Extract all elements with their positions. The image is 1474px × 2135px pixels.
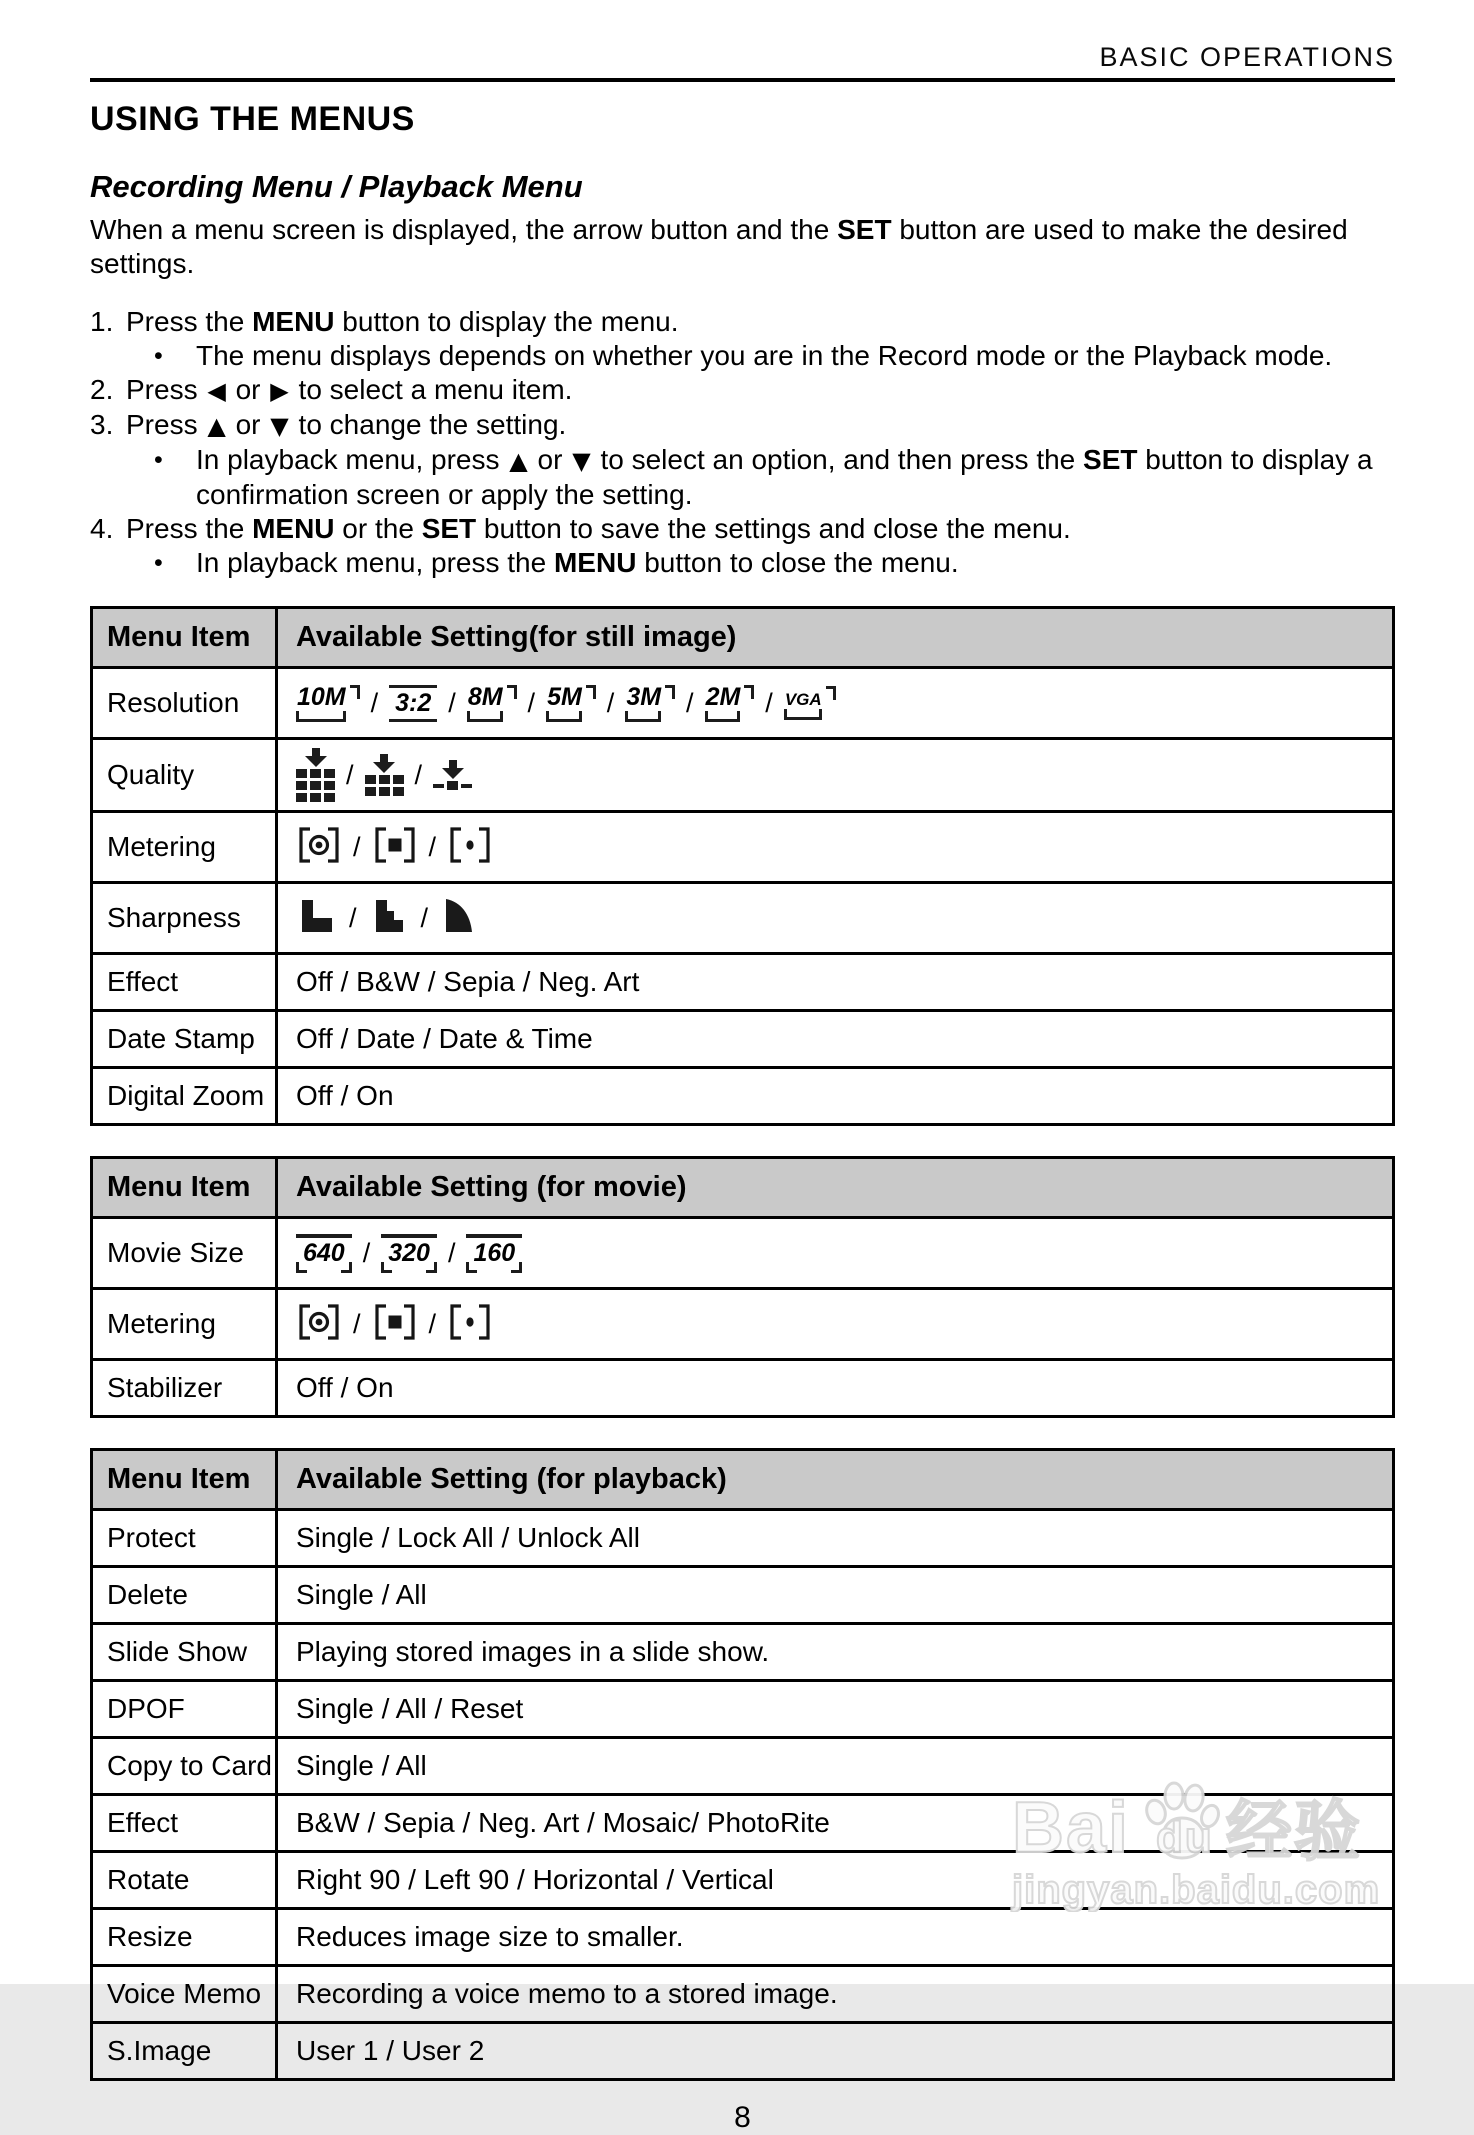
menu-item-cell: Effect [92, 954, 277, 1011]
button-name-bold: SET [421, 513, 477, 544]
economy-quality-icon [433, 760, 472, 790]
steps-list [90, 305, 1395, 580]
quality-block-row [296, 769, 335, 778]
setting-cell: Off / Date / Date & Time [277, 1011, 1394, 1068]
block-square [310, 781, 321, 790]
up-arrow-icon: ▲ [207, 412, 226, 440]
bullet-text: The menu displays depends on whether you are in the Record mode or the Playback mode. [196, 340, 1333, 371]
available-setting-header: Available Setting(for still image) [277, 608, 1394, 668]
down-arrow-icon [373, 754, 395, 773]
setting-cell: Single / Lock All / Unlock All [277, 1510, 1394, 1567]
playback-settings-table [90, 1448, 1395, 2081]
setting-icons-cell [277, 883, 1394, 954]
block-dash [461, 784, 472, 788]
arrow-tip [305, 756, 327, 767]
quality-block-row [365, 775, 404, 784]
separator-slash: / [765, 687, 773, 718]
separator-slash: / [686, 687, 694, 718]
resolution-5M-icon [546, 682, 596, 722]
movie-size-icon-row [296, 1227, 1392, 1279]
resolution-3M-icon [625, 682, 675, 722]
resolution-10M-icon [296, 682, 360, 722]
block-square [296, 769, 307, 778]
resolution-icon-row [296, 677, 1392, 729]
hard-sharpness-icon [296, 897, 338, 940]
block-square [324, 781, 335, 790]
resolution-label: 3:2 [389, 685, 437, 722]
metering-icon-row [296, 1298, 1392, 1350]
separator-slash: / [448, 687, 456, 718]
step-item-3 [90, 408, 1395, 443]
separator-slash: / [353, 1308, 361, 1339]
separator-slash: / [349, 902, 357, 933]
table-row [92, 1966, 1394, 2023]
menu-item-cell: Sharpness [92, 883, 277, 954]
arrow-tip [373, 762, 395, 773]
down-arrow-icon: ▼ [270, 412, 289, 440]
header-row [92, 1158, 1394, 1218]
menu-item-cell: Stabilizer [92, 1360, 277, 1417]
step-text: Press the MENU or the SET button to save the settings and close the menu. [126, 513, 1071, 544]
table-body [92, 668, 1394, 1125]
step-number: 3. [90, 409, 114, 440]
baidu-paw-icon [1132, 1772, 1224, 1864]
quality-blocks [433, 781, 472, 790]
menu-item-cell: DPOF [92, 1681, 277, 1738]
bullet-icon: • [154, 446, 163, 474]
setting-icons-cell [277, 1218, 1394, 1289]
separator-slash: / [414, 759, 423, 790]
menu-item-cell: Slide Show [92, 1624, 277, 1681]
movie-size-320-icon: 320 [381, 1234, 437, 1273]
setting-cell: Playing stored images in a slide show. [277, 1624, 1394, 1681]
menu-item-cell: Movie Size [92, 1218, 277, 1289]
block-square [393, 787, 404, 796]
watermark-brand-cn: 经验 [1226, 1794, 1363, 1868]
resolution-label: 2M [705, 682, 741, 711]
separator-slash: / [527, 687, 536, 718]
spot-metering-icon [447, 1301, 493, 1348]
resolution-bracket [705, 711, 741, 722]
block-square [379, 787, 390, 796]
resolution-label: 10M [297, 682, 346, 711]
button-name-bold: MENU [252, 513, 335, 544]
table-row [92, 1068, 1394, 1125]
menu-item-header: Menu Item [92, 608, 277, 668]
intro-line: settings. [90, 248, 195, 279]
table-head [92, 608, 1394, 668]
metering-icon-row [296, 821, 1392, 873]
separator-slash: / [346, 759, 354, 790]
block-square [296, 793, 307, 802]
menu-item-cell: Resize [92, 1909, 277, 1966]
quality-blocks [365, 775, 404, 796]
arrow-stem [380, 754, 388, 762]
setting-icons-cell [277, 812, 1394, 883]
menu-item-cell: Metering [92, 1289, 277, 1360]
separator-slash: / [420, 902, 429, 933]
block-dash [433, 784, 444, 788]
setting-cell: Right 90 / Left 90 / Horizontal / Vertical [277, 1852, 1394, 1909]
resolution-label: 8M [467, 682, 503, 711]
right-arrow-icon: ▶ [270, 377, 289, 405]
menu-item-cell: Digital Zoom [92, 1068, 277, 1125]
quality-block-row [433, 781, 472, 790]
button-name-bold: MENU [252, 306, 335, 337]
step-bullet [90, 339, 1395, 373]
separator-slash: / [606, 687, 615, 718]
separator-slash: / [428, 831, 437, 862]
button-name-bold: SET [837, 214, 892, 245]
step-item-4 [90, 512, 1395, 546]
setting-cell: Off / On [277, 1360, 1394, 1417]
up-arrow-icon: ▲ [509, 447, 528, 475]
down-arrow-icon: ▼ [572, 447, 591, 475]
separator-slash: / [370, 687, 379, 718]
menu-item-cell: Rotate [92, 1852, 277, 1909]
menu-item-cell: Protect [92, 1510, 277, 1567]
setting-cell: Single / All / Reset [277, 1681, 1394, 1738]
menu-item-cell: Copy to Card [92, 1738, 277, 1795]
block-square [324, 769, 335, 778]
center-weighted-metering-icon [372, 1301, 418, 1348]
page-title: USING THE MENUS [90, 100, 415, 138]
block-square [379, 775, 390, 784]
resolution-bracket [467, 711, 503, 722]
table-row [92, 1360, 1394, 1417]
table-head [92, 1450, 1394, 1510]
table-row [92, 1681, 1394, 1738]
block-square [365, 775, 376, 784]
fine-quality-icon [296, 748, 335, 802]
movie-size-160-icon: 160 [466, 1234, 522, 1273]
step-number: 1. [90, 306, 114, 337]
available-setting-header: Available Setting (for movie) [277, 1158, 1394, 1218]
resolution-label: VGA [784, 690, 822, 709]
table-row [92, 1909, 1394, 1966]
block-square [365, 787, 376, 796]
resolution-bracket [625, 711, 661, 722]
section-title: Recording Menu / Playback Menu [90, 169, 583, 204]
block-square [324, 793, 335, 802]
resolution-bracket [296, 711, 346, 722]
menu-item-cell: Resolution [92, 668, 277, 739]
step-item-1 [90, 305, 1395, 339]
menu-item-cell: S.Image [92, 2023, 277, 2080]
movie-settings-table [90, 1156, 1395, 1418]
step-text: Press the MENU button to display the menu. [126, 306, 679, 337]
table-row [92, 883, 1394, 954]
table-row [92, 2023, 1394, 2080]
step-item-2 [90, 373, 1395, 408]
quality-block-row [296, 793, 335, 802]
arrow-stem [312, 748, 320, 756]
setting-cell: Single / All [277, 1738, 1394, 1795]
step-bullet [90, 443, 1395, 512]
resolution-2M-icon [705, 682, 755, 722]
bullet-text: In playback menu, press ▲ or ▼ to select an option, and then press the SET button to display a confirmation screen or apply the setting. [196, 444, 1373, 510]
soft-sharpness-icon [439, 897, 481, 940]
normal-sharpness-icon [368, 897, 410, 940]
bullet-icon: • [154, 549, 163, 577]
block-square [393, 775, 404, 784]
menu-item-cell: Delete [92, 1567, 277, 1624]
setting-cell: Single / All [277, 1567, 1394, 1624]
quality-block-row [365, 787, 404, 796]
separator-slash: / [353, 831, 361, 862]
setting-cell: User 1 / User 2 [277, 2023, 1394, 2080]
table-row [92, 1218, 1394, 1289]
block-square [310, 769, 321, 778]
menu-item-cell: Date Stamp [92, 1011, 277, 1068]
down-arrow-icon [305, 748, 327, 767]
menu-item-cell: Voice Memo [92, 1966, 277, 2023]
button-name-bold: SET [1083, 444, 1138, 475]
resolution-8M-icon [467, 682, 517, 722]
normal-quality-icon [365, 754, 404, 796]
step-text: Press ▲ or ▼ to change the setting. [126, 409, 567, 440]
movie-size-640-icon: 640 [296, 1234, 352, 1273]
table-row [92, 1289, 1394, 1360]
block-square [447, 781, 458, 790]
resolution-bracket [546, 711, 582, 722]
quality-block-row [296, 781, 335, 790]
step-bullet [90, 546, 1395, 580]
setting-icons-cell [277, 739, 1394, 812]
table-body [92, 1218, 1394, 1417]
menu-item-header: Menu Item [92, 1158, 277, 1218]
button-name-bold: MENU [553, 547, 637, 578]
average-metering-icon [296, 824, 342, 871]
sharpness-icon-row [296, 892, 1392, 944]
intro-line: When a menu screen is displayed, the arrow button and the SET button are used to make the desired [90, 214, 1348, 245]
table-row [92, 1624, 1394, 1681]
separator-slash: / [428, 1308, 437, 1339]
table-row [92, 739, 1394, 812]
step-text: Press ◀ or ▶ to select a menu item. [126, 374, 573, 405]
menu-item-cell: Metering [92, 812, 277, 883]
available-setting-header: Available Setting (for playback) [277, 1450, 1394, 1510]
block-square [310, 793, 321, 802]
bullet-icon: • [154, 342, 163, 370]
menu-item-header: Menu Item [92, 1450, 277, 1510]
setting-cell: Off / On [277, 1068, 1394, 1125]
down-arrow-icon [442, 760, 464, 779]
setting-icons-cell [277, 668, 1394, 739]
table-row [92, 1011, 1394, 1068]
watermark-logo [1012, 1772, 1442, 1868]
arrow-stem [449, 760, 457, 768]
setting-cell: Reduces image size to smaller. [277, 1909, 1394, 1966]
resolution-label: 5M [547, 682, 582, 711]
step-number: 4. [90, 513, 114, 544]
page-number: 8 [734, 2101, 751, 2134]
quality-icon-row [296, 748, 1392, 802]
table-head [92, 1158, 1394, 1218]
table-row [92, 1567, 1394, 1624]
block-square [296, 781, 307, 790]
watermark-url: jingyan.baidu.com [1012, 1868, 1381, 1912]
resolution-bracket [784, 709, 822, 720]
table-row [92, 812, 1394, 883]
bullet-text: In playback menu, press the MENU button to close the menu. [196, 547, 959, 578]
setting-cell: Recording a voice memo to a stored image. [277, 1966, 1394, 2023]
table-row [92, 668, 1394, 739]
quality-blocks [296, 769, 335, 802]
arrow-tip [442, 768, 464, 779]
watermark [1012, 1772, 1442, 1913]
watermark-brand-prefix: Bai [1012, 1788, 1131, 1868]
intro-paragraph [90, 213, 1395, 281]
setting-icons-cell [277, 1289, 1394, 1360]
setting-cell: Off / B&W / Sepia / Neg. Art [277, 954, 1394, 1011]
separator-slash: / [447, 1237, 456, 1268]
step-number: 2. [90, 374, 114, 405]
resolution-3:2-icon [389, 685, 437, 722]
resolution-label: 3M [626, 682, 662, 711]
header-rule [90, 78, 1395, 82]
resolution-VGA-icon [784, 686, 836, 720]
header-row [92, 1450, 1394, 1510]
average-metering-icon [296, 1301, 342, 1348]
left-arrow-icon: ◀ [207, 377, 226, 405]
chapter-header: BASIC OPERATIONS [1099, 42, 1395, 72]
setting-cell: B&W / Sepia / Neg. Art / Mosaic/ PhotoRite [277, 1795, 1394, 1852]
header-row [92, 608, 1394, 668]
still-image-settings-table [90, 606, 1395, 1126]
separator-slash: / [362, 1237, 371, 1268]
spot-metering-icon [447, 824, 493, 871]
watermark-brand-suffix: du [1156, 1813, 1214, 1862]
menu-item-cell: Effect [92, 1795, 277, 1852]
table-row [92, 954, 1394, 1011]
center-weighted-metering-icon [372, 824, 418, 871]
menu-item-cell: Quality [92, 739, 277, 812]
table-row [92, 1510, 1394, 1567]
